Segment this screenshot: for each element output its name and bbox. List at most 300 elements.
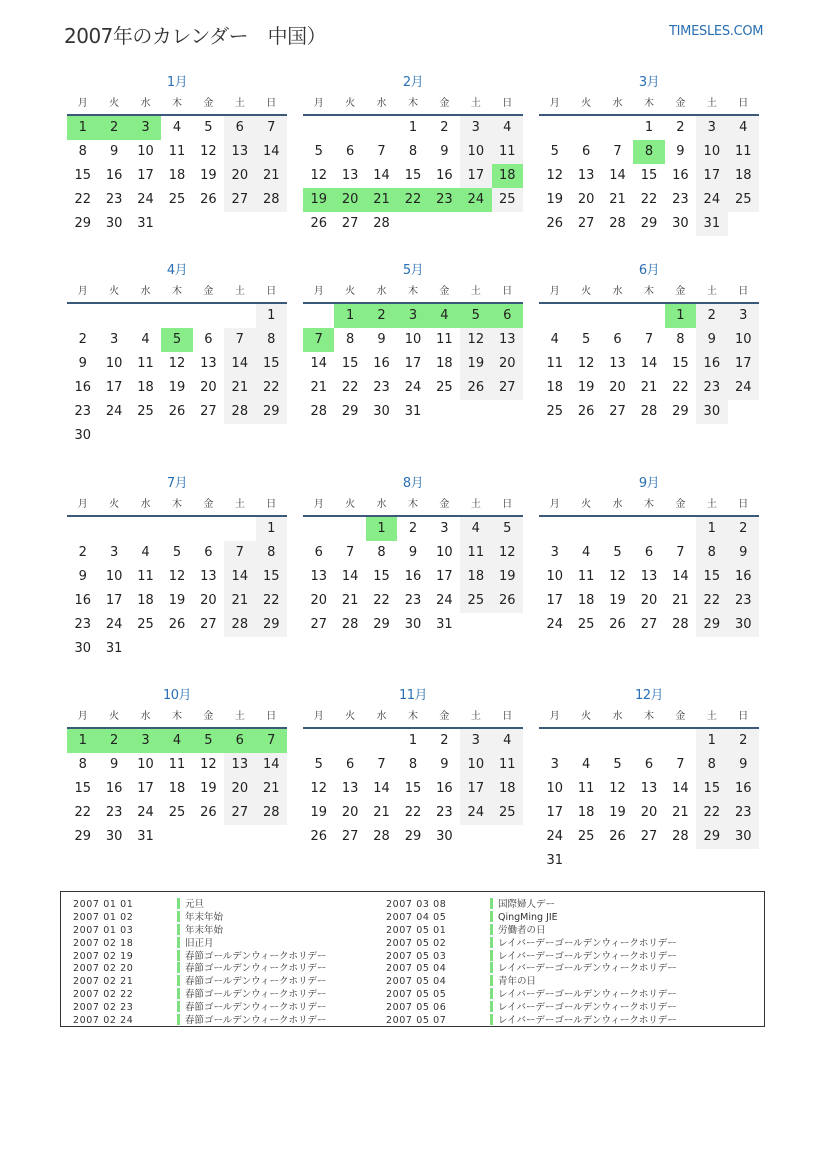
day-cell: 7 xyxy=(644,332,654,347)
day-cell: 23 xyxy=(105,805,123,820)
weekday-label: 水 xyxy=(140,711,151,722)
day-cell: 16 xyxy=(373,356,390,371)
holiday-marker-icon xyxy=(177,924,180,935)
day-cell: 28 xyxy=(672,829,689,844)
day-cell: 28 xyxy=(256,801,287,825)
day-cell: 18 xyxy=(492,777,523,801)
weekday-label: 月 xyxy=(549,711,560,722)
day-cell: 9 xyxy=(78,569,87,584)
day-cell: 16 xyxy=(436,168,453,183)
holiday-marker-icon xyxy=(490,1001,493,1012)
weekday-label: 土 xyxy=(470,711,481,722)
day-cell: 17 xyxy=(728,352,759,376)
holiday-day-cell: 2 xyxy=(366,304,397,328)
day-cell: 17 xyxy=(460,777,491,801)
day-cell: 15 xyxy=(696,565,727,589)
day-cell: 28 xyxy=(373,216,390,231)
empty-cell xyxy=(602,729,633,753)
day-cell: 30 xyxy=(105,216,123,231)
weekday-label: 土 xyxy=(706,499,717,510)
legend-holiday-name: レイバーデーゴールデンウィークホリデー xyxy=(498,963,677,975)
holiday-day-cell: 18 xyxy=(492,164,523,188)
day-cell: 22 xyxy=(74,192,91,207)
day-cell: 18 xyxy=(137,380,154,395)
empty-cell xyxy=(602,304,633,328)
day-cell: 4 xyxy=(141,545,150,560)
day-cell: 14 xyxy=(224,352,255,376)
day-cell: 14 xyxy=(256,753,287,777)
weekday-label: 日 xyxy=(266,711,277,722)
holiday-marker-icon xyxy=(490,975,493,986)
day-cell: 11 xyxy=(460,541,491,565)
day-cell: 12 xyxy=(460,328,491,352)
weekday-label: 日 xyxy=(502,98,513,109)
weekday-label: 火 xyxy=(345,499,356,510)
day-cell: 9 xyxy=(676,144,685,159)
day-cell: 1 xyxy=(696,729,727,753)
day-cell: 20 xyxy=(200,380,217,395)
weekday-label: 水 xyxy=(612,499,623,510)
legend-row xyxy=(73,1001,326,1014)
day-cell: 23 xyxy=(105,192,123,207)
legend-date: 2007 05 03 xyxy=(386,950,447,962)
day-cell: 29 xyxy=(672,404,689,419)
day-cell: 22 xyxy=(256,589,287,613)
weekday-label: 火 xyxy=(109,499,120,510)
day-cell: 18 xyxy=(436,356,453,371)
day-cell: 17 xyxy=(436,569,453,584)
weekday-header xyxy=(303,707,523,729)
day-cell: 24 xyxy=(105,617,123,632)
day-cell: 2 xyxy=(408,521,418,536)
day-cell: 16 xyxy=(74,380,91,395)
day-cell: 12 xyxy=(310,781,327,796)
day-cell: 8 xyxy=(676,332,685,347)
weekday-label: 水 xyxy=(140,98,151,109)
empty-cell xyxy=(161,304,192,328)
holiday-marker-icon xyxy=(177,937,180,948)
weekday-label: 金 xyxy=(203,98,214,109)
holiday-day-cell: 3 xyxy=(130,729,161,753)
day-cell: 3 xyxy=(460,116,491,140)
weekday-label: 日 xyxy=(738,98,749,109)
day-cell: 4 xyxy=(550,332,559,347)
day-cell: 23 xyxy=(74,404,91,419)
day-cell: 3 xyxy=(728,304,759,328)
day-cell: 19 xyxy=(200,168,217,183)
legend-date: 2007 02 23 xyxy=(73,1002,134,1014)
day-cell: 11 xyxy=(492,140,523,164)
day-cell: 26 xyxy=(168,404,186,419)
legend-date: 2007 01 03 xyxy=(73,924,134,936)
day-cell: 26 xyxy=(546,216,563,231)
day-cell: 13 xyxy=(341,781,359,796)
day-cell: 11 xyxy=(436,332,453,347)
empty-cell xyxy=(633,729,664,753)
weekday-label: 月 xyxy=(313,98,324,109)
empty-cell xyxy=(161,517,192,541)
day-cell: 15 xyxy=(404,168,422,183)
day-cell: 11 xyxy=(168,757,186,772)
day-cell: 2 xyxy=(728,729,759,753)
day-grid xyxy=(67,729,287,849)
day-cell: 13 xyxy=(310,569,327,584)
holiday-day-cell: 20 xyxy=(334,188,365,212)
weekday-label: 木 xyxy=(407,98,418,109)
day-cell: 1 xyxy=(696,517,727,541)
legend-date: 2007 02 22 xyxy=(73,989,134,1001)
empty-cell xyxy=(334,729,365,753)
day-grid xyxy=(303,729,523,849)
day-cell: 19 xyxy=(200,781,217,796)
day-cell: 16 xyxy=(436,781,453,796)
weekday-label: 月 xyxy=(549,98,560,109)
day-cell: 12 xyxy=(200,757,217,772)
weekday-label: 金 xyxy=(439,286,450,297)
empty-cell xyxy=(602,116,633,140)
legend-holiday-name: 春節ゴールデンウィークホリデー xyxy=(185,963,327,975)
day-cell: 30 xyxy=(436,829,453,844)
day-cell: 27 xyxy=(640,829,658,844)
day-cell: 29 xyxy=(74,829,91,844)
weekday-label: 日 xyxy=(266,98,277,109)
day-cell: 31 xyxy=(546,853,563,868)
weekday-header xyxy=(303,94,523,116)
day-cell: 24 xyxy=(137,805,154,820)
weekday-label: 月 xyxy=(77,499,88,510)
weekday-label: 月 xyxy=(313,711,324,722)
empty-cell xyxy=(665,517,696,541)
day-cell: 8 xyxy=(256,541,287,565)
day-cell: 28 xyxy=(224,613,255,637)
day-cell: 3 xyxy=(696,116,727,140)
weekday-label: 土 xyxy=(470,499,481,510)
holiday-day-cell: 4 xyxy=(429,304,460,328)
day-cell: 7 xyxy=(224,541,255,565)
day-cell: 19 xyxy=(546,192,563,207)
day-cell: 27 xyxy=(224,188,255,212)
holiday-day-cell: 6 xyxy=(224,729,255,753)
weekday-header xyxy=(67,495,287,517)
day-cell: 4 xyxy=(141,332,150,347)
day-cell: 20 xyxy=(310,593,327,608)
day-cell: 31 xyxy=(404,404,422,419)
day-cell: 2 xyxy=(440,733,449,748)
day-cell: 25 xyxy=(492,188,523,212)
day-cell: 17 xyxy=(460,164,491,188)
day-cell: 11 xyxy=(728,140,759,164)
day-cell: 29 xyxy=(74,216,91,231)
day-cell: 20 xyxy=(609,380,626,395)
day-cell: 22 xyxy=(640,192,658,207)
day-cell: 8 xyxy=(696,541,727,565)
day-cell: 4 xyxy=(581,545,591,560)
weekday-label: 水 xyxy=(612,711,623,722)
day-cell: 24 xyxy=(728,376,759,400)
day-cell: 4 xyxy=(728,116,759,140)
weekday-header xyxy=(303,495,523,517)
weekday-label: 水 xyxy=(376,711,387,722)
day-cell: 19 xyxy=(168,380,186,395)
day-cell: 23 xyxy=(672,192,689,207)
day-cell: 10 xyxy=(728,328,759,352)
day-cell: 5 xyxy=(314,144,323,159)
day-cell: 16 xyxy=(404,569,422,584)
day-cell: 14 xyxy=(224,565,255,589)
day-cell: 10 xyxy=(696,140,727,164)
legend-holiday-name: QingMing JIE xyxy=(498,911,558,923)
day-cell: 11 xyxy=(577,781,595,796)
site-brand[interactable]: TIMESLES.COM xyxy=(669,24,764,39)
empty-cell xyxy=(303,517,334,541)
empty-cell xyxy=(67,304,98,328)
holiday-day-cell: 19 xyxy=(303,188,334,212)
legend-holiday-name: レイバーデーゴールデンウィークホリデー xyxy=(498,950,677,962)
weekday-label: 火 xyxy=(109,711,120,722)
weekday-header xyxy=(67,707,287,729)
day-cell: 25 xyxy=(436,380,453,395)
holiday-marker-icon xyxy=(490,950,493,961)
day-cell: 21 xyxy=(373,805,390,820)
weekday-label: 土 xyxy=(234,711,245,722)
day-cell: 20 xyxy=(640,805,658,820)
day-cell: 9 xyxy=(440,144,449,159)
weekday-label: 金 xyxy=(675,711,686,722)
holiday-marker-icon xyxy=(177,898,180,909)
day-cell: 26 xyxy=(310,829,327,844)
day-cell: 28 xyxy=(224,400,255,424)
day-cell: 27 xyxy=(310,617,327,632)
holiday-day-cell: 6 xyxy=(492,304,523,328)
day-cell: 19 xyxy=(492,565,523,589)
day-cell: 12 xyxy=(168,356,186,371)
day-cell: 26 xyxy=(310,216,327,231)
day-cell: 23 xyxy=(728,589,759,613)
month-calendar xyxy=(539,72,759,236)
day-cell: 11 xyxy=(137,569,154,584)
weekday-label: 木 xyxy=(407,499,418,510)
weekday-label: 木 xyxy=(171,711,182,722)
holiday-day-cell: 7 xyxy=(256,729,287,753)
empty-cell xyxy=(665,729,696,753)
day-cell: 28 xyxy=(609,216,626,231)
day-grid xyxy=(303,304,523,424)
weekday-label: 金 xyxy=(203,499,214,510)
day-cell: 10 xyxy=(460,140,491,164)
day-cell: 30 xyxy=(74,428,91,443)
day-cell: 18 xyxy=(577,593,595,608)
legend-holiday-name: レイバーデーゴールデンウィークホリデー xyxy=(498,1002,677,1014)
day-cell: 6 xyxy=(204,545,213,560)
day-cell: 25 xyxy=(577,829,595,844)
day-cell: 14 xyxy=(373,168,390,183)
month-calendar xyxy=(67,685,287,849)
day-cell: 16 xyxy=(696,352,727,376)
legend-column-right xyxy=(386,898,677,1027)
holiday-marker-icon xyxy=(490,937,493,948)
weekday-header xyxy=(539,282,759,304)
day-cell: 30 xyxy=(373,404,390,419)
day-cell: 29 xyxy=(373,617,390,632)
legend-row xyxy=(386,924,677,937)
empty-cell xyxy=(130,517,161,541)
weekday-label: 木 xyxy=(643,286,654,297)
day-grid xyxy=(303,116,523,236)
legend-date: 2007 02 19 xyxy=(73,950,134,962)
day-cell: 25 xyxy=(577,617,595,632)
day-cell: 27 xyxy=(341,829,359,844)
day-cell: 17 xyxy=(105,593,123,608)
day-cell: 20 xyxy=(640,593,658,608)
weekday-label: 木 xyxy=(407,286,418,297)
day-cell: 21 xyxy=(224,376,255,400)
weekday-label: 土 xyxy=(234,98,245,109)
day-cell: 18 xyxy=(137,593,154,608)
weekday-label: 日 xyxy=(738,499,749,510)
day-cell: 15 xyxy=(341,356,359,371)
day-cell: 1 xyxy=(644,120,654,135)
day-cell: 21 xyxy=(224,589,255,613)
day-cell: 9 xyxy=(377,332,386,347)
day-cell: 19 xyxy=(168,593,186,608)
holiday-marker-icon xyxy=(177,988,180,999)
weekday-label: 火 xyxy=(345,711,356,722)
weekday-label: 月 xyxy=(77,98,88,109)
day-cell: 19 xyxy=(577,380,595,395)
day-cell: 6 xyxy=(581,144,591,159)
month-calendar xyxy=(539,260,759,424)
day-cell: 9 xyxy=(109,757,119,772)
holiday-day-cell: 1 xyxy=(665,304,696,328)
day-cell: 6 xyxy=(644,757,654,772)
day-cell: 2 xyxy=(696,304,727,328)
empty-cell xyxy=(303,729,334,753)
day-cell: 21 xyxy=(256,164,287,188)
legend-row xyxy=(386,950,677,963)
month-calendar xyxy=(303,685,523,849)
day-cell: 15 xyxy=(672,356,689,371)
day-cell: 6 xyxy=(314,545,323,560)
holiday-marker-icon xyxy=(490,988,493,999)
day-cell: 12 xyxy=(310,168,327,183)
weekday-header xyxy=(303,282,523,304)
day-cell: 11 xyxy=(492,753,523,777)
day-cell: 15 xyxy=(404,781,422,796)
weekday-label: 木 xyxy=(643,98,654,109)
legend-row xyxy=(386,1014,677,1027)
holiday-marker-icon xyxy=(177,1014,180,1025)
day-cell: 6 xyxy=(644,545,654,560)
month-title: 4月 xyxy=(166,263,188,278)
month-title: 8月 xyxy=(402,476,424,491)
month-calendar xyxy=(539,685,759,873)
weekday-label: 金 xyxy=(203,286,214,297)
weekday-label: 木 xyxy=(643,711,654,722)
day-cell: 25 xyxy=(168,805,186,820)
day-cell: 5 xyxy=(314,757,323,772)
weekday-label: 土 xyxy=(234,286,245,297)
day-cell: 11 xyxy=(577,569,595,584)
day-cell: 29 xyxy=(404,829,422,844)
legend-holiday-name: 年末年始 xyxy=(185,911,224,923)
month-title: 9月 xyxy=(638,476,660,491)
day-cell: 16 xyxy=(728,777,759,801)
day-cell: 10 xyxy=(137,757,154,772)
day-cell: 27 xyxy=(341,216,359,231)
day-cell: 2 xyxy=(440,120,449,135)
day-cell: 1 xyxy=(408,120,418,135)
day-cell: 30 xyxy=(728,613,759,637)
day-cell: 25 xyxy=(492,801,523,825)
day-cell: 28 xyxy=(341,617,359,632)
empty-cell xyxy=(98,517,129,541)
weekday-header xyxy=(539,707,759,729)
weekday-label: 火 xyxy=(345,286,356,297)
day-cell: 5 xyxy=(204,120,213,135)
legend-holiday-name: 国際婦人デー xyxy=(498,899,556,910)
legend-date: 2007 02 21 xyxy=(73,976,134,988)
legend-row xyxy=(73,1014,326,1027)
weekday-label: 金 xyxy=(439,98,450,109)
empty-cell xyxy=(334,517,365,541)
weekday-label: 水 xyxy=(140,286,151,297)
weekday-label: 土 xyxy=(234,499,245,510)
month-calendar xyxy=(67,473,287,661)
day-cell: 7 xyxy=(256,116,287,140)
day-cell: 29 xyxy=(640,216,658,231)
empty-cell xyxy=(539,517,570,541)
day-cell: 24 xyxy=(404,380,422,395)
day-cell: 15 xyxy=(256,565,287,589)
empty-cell xyxy=(633,304,664,328)
day-cell: 5 xyxy=(550,144,559,159)
day-cell: 20 xyxy=(577,192,595,207)
day-cell: 29 xyxy=(256,613,287,637)
legend-row xyxy=(73,911,326,924)
holiday-day-cell: 8 xyxy=(633,140,664,164)
empty-cell xyxy=(570,304,601,328)
empty-cell xyxy=(539,304,570,328)
legend-holiday-name: 年末年始 xyxy=(185,924,224,936)
weekday-label: 木 xyxy=(171,286,182,297)
legend-column-left xyxy=(73,898,326,1027)
day-cell: 8 xyxy=(78,757,87,772)
empty-cell xyxy=(303,116,334,140)
day-cell: 14 xyxy=(609,168,626,183)
day-cell: 8 xyxy=(696,753,727,777)
day-cell: 22 xyxy=(672,380,689,395)
weekday-label: 土 xyxy=(470,286,481,297)
holiday-marker-icon xyxy=(490,924,493,935)
weekday-label: 木 xyxy=(643,499,654,510)
day-cell: 3 xyxy=(460,729,491,753)
legend-date: 2007 05 04 xyxy=(386,976,447,988)
day-cell: 14 xyxy=(341,569,359,584)
day-cell: 10 xyxy=(404,332,422,347)
day-cell: 24 xyxy=(460,801,491,825)
weekday-label: 火 xyxy=(109,98,120,109)
month-title: 6月 xyxy=(638,263,660,278)
day-cell: 16 xyxy=(105,781,123,796)
day-cell: 16 xyxy=(728,565,759,589)
holiday-day-cell: 5 xyxy=(460,304,491,328)
month-calendar xyxy=(67,260,287,448)
legend-row xyxy=(386,962,677,975)
day-cell: 3 xyxy=(550,757,559,772)
month-title: 3月 xyxy=(638,75,660,90)
holiday-day-cell: 23 xyxy=(429,188,460,212)
holiday-day-cell: 1 xyxy=(67,116,98,140)
